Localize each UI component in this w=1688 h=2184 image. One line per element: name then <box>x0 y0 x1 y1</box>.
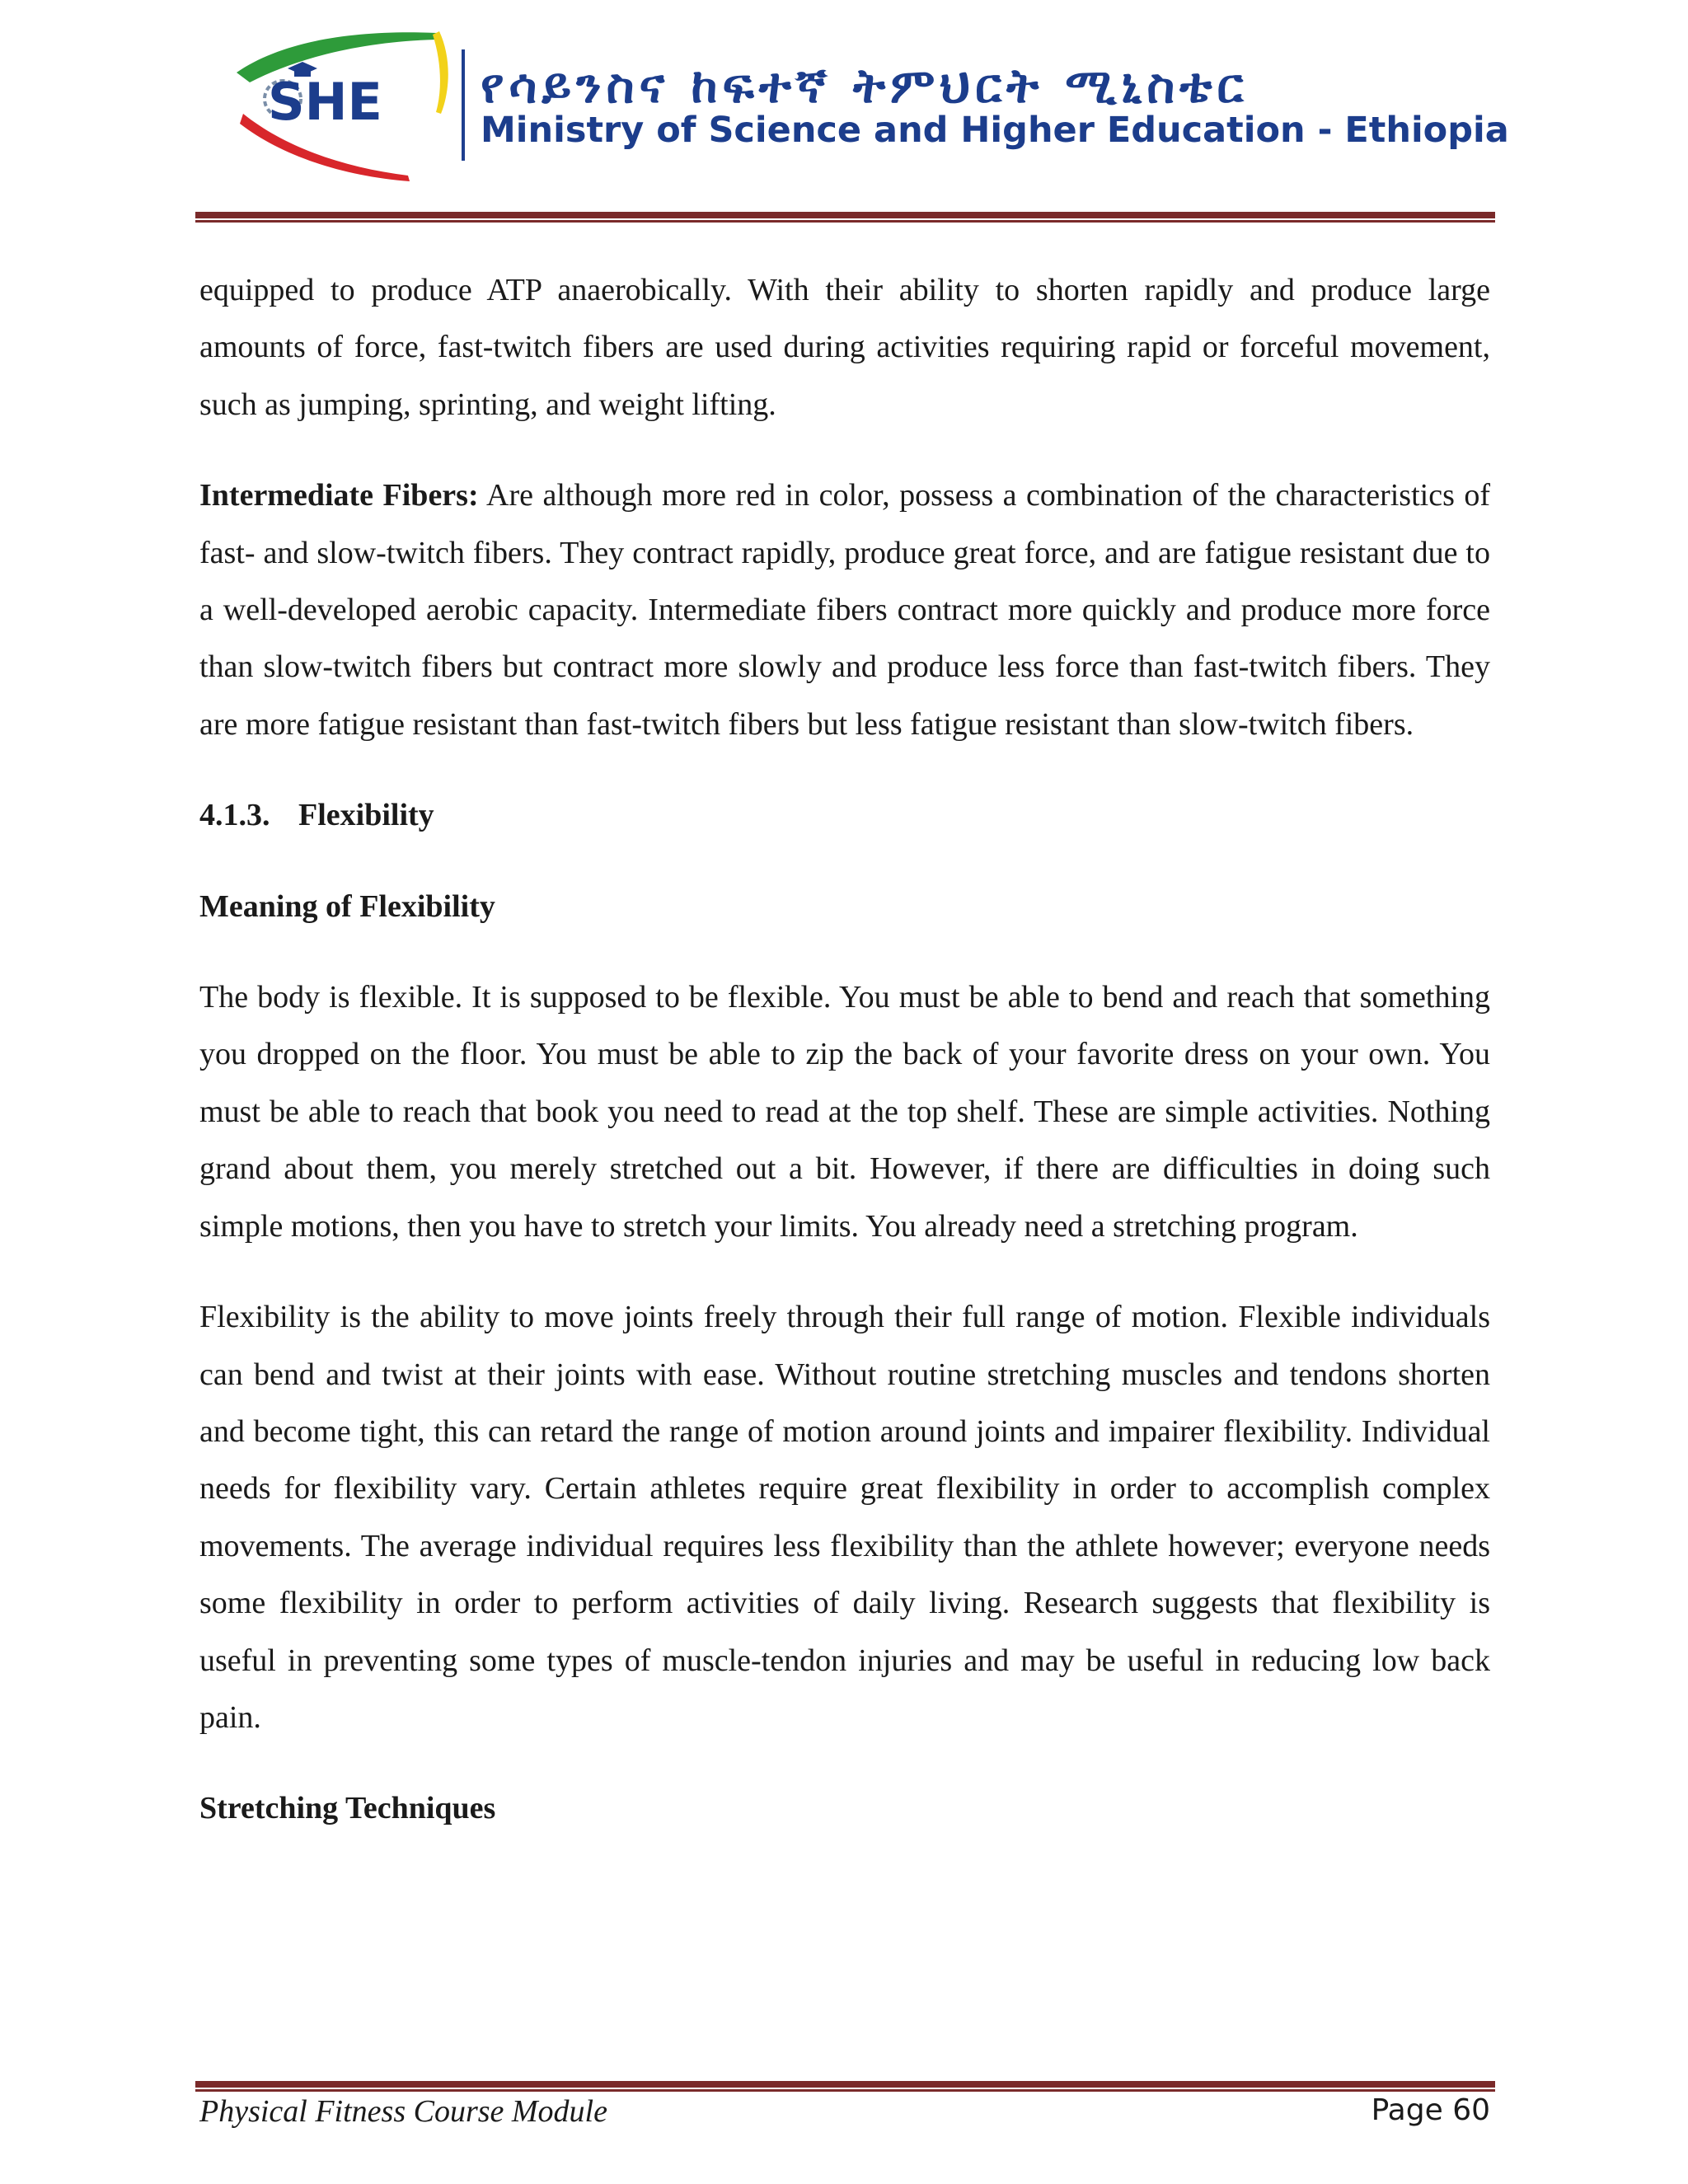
ministry-name-english: Ministry of Science and Higher Education - Ethiopia <box>481 110 1509 151</box>
section-number: 4.1.3. <box>199 798 270 833</box>
intermediate-fibers-text: Are although more red in color, possess a combination of the characteristics of fast- and slow-twitch fibers. They contract rapidly, produce great force, and are fatigue resistant due to a well-developed aerobic capacity. Intermediate fibers contract more quickly and produce more force than slow-twitch fibers but contract more slowly and produce less force than fast-twitch fibers. They are more fatigue resistant than fast-twitch fibers but less fatigue resistant than slow-twitch fibers. <box>199 478 1491 742</box>
paragraph-body-flexible: The body is flexible. It is supposed to be flexible. You must be able to bend and reach that something you dropped on the floor. You must be able to zip the back of your favorite dress on your own. You must be able to reach that book you need to read at the top shelf. These are simple activities. Nothing grand about them, you merely stretched out a bit. However, if there are difficulties in doing such simple motions, then you have to stretch your limits. You already need a stretching program. <box>199 980 1490 1244</box>
header-divider <box>462 49 465 161</box>
ministry-logo-graphic <box>235 23 466 184</box>
section-title: Flexibility <box>298 798 434 833</box>
paragraph-intermediate-fibers <box>199 467 1490 753</box>
meaning-heading: Meaning of Flexibility <box>199 888 495 924</box>
section-heading <box>199 787 1490 844</box>
page-number: Page 60 <box>1371 2093 1490 2127</box>
header-rule <box>195 212 1495 223</box>
stretching-heading: Stretching Techniques <box>199 1791 496 1826</box>
ministry-name-amharic: የሳይንስና ከፍተኛ ትምህርት ሚኒስቴር <box>481 58 1249 114</box>
ministry-logo <box>235 23 466 184</box>
page-header <box>0 0 1688 214</box>
paragraph-flexibility-definition: Flexibility is the ability to move joints freely through their full range of motion. Flexible individuals can bend and twist at their joints with ease. Without routine stretching muscles and tendons shorten and become tight, this can retard the range of motion around joints and impairer flexibility. Individual needs for flexibility vary. Certain athletes require great flexibility in order to accomplish complex movements. The average individual requires less flexibility than the athlete however; everyone needs some flexibility in order to perform activities of daily living. Research suggests that flexibility is useful in preventing some types of muscle-tendon injuries and may be useful in reducing low back pain. <box>199 1300 1490 1735</box>
page-content <box>199 262 1490 1872</box>
paragraph-fast-twitch: equipped to produce ATP anaerobically. With their ability to shorten rapidly and produce large amounts of force, fast-twitch fibers are used during activities requiring rapid or forceful movement, such as jumping, sprinting, and weight lifting. <box>199 273 1490 422</box>
intermediate-fibers-label: Intermediate Fibers: <box>199 478 479 513</box>
footer-rule <box>195 2081 1495 2092</box>
logo-text: SHE <box>268 72 382 132</box>
footer-title: Physical Fitness Course Module <box>199 2094 607 2129</box>
